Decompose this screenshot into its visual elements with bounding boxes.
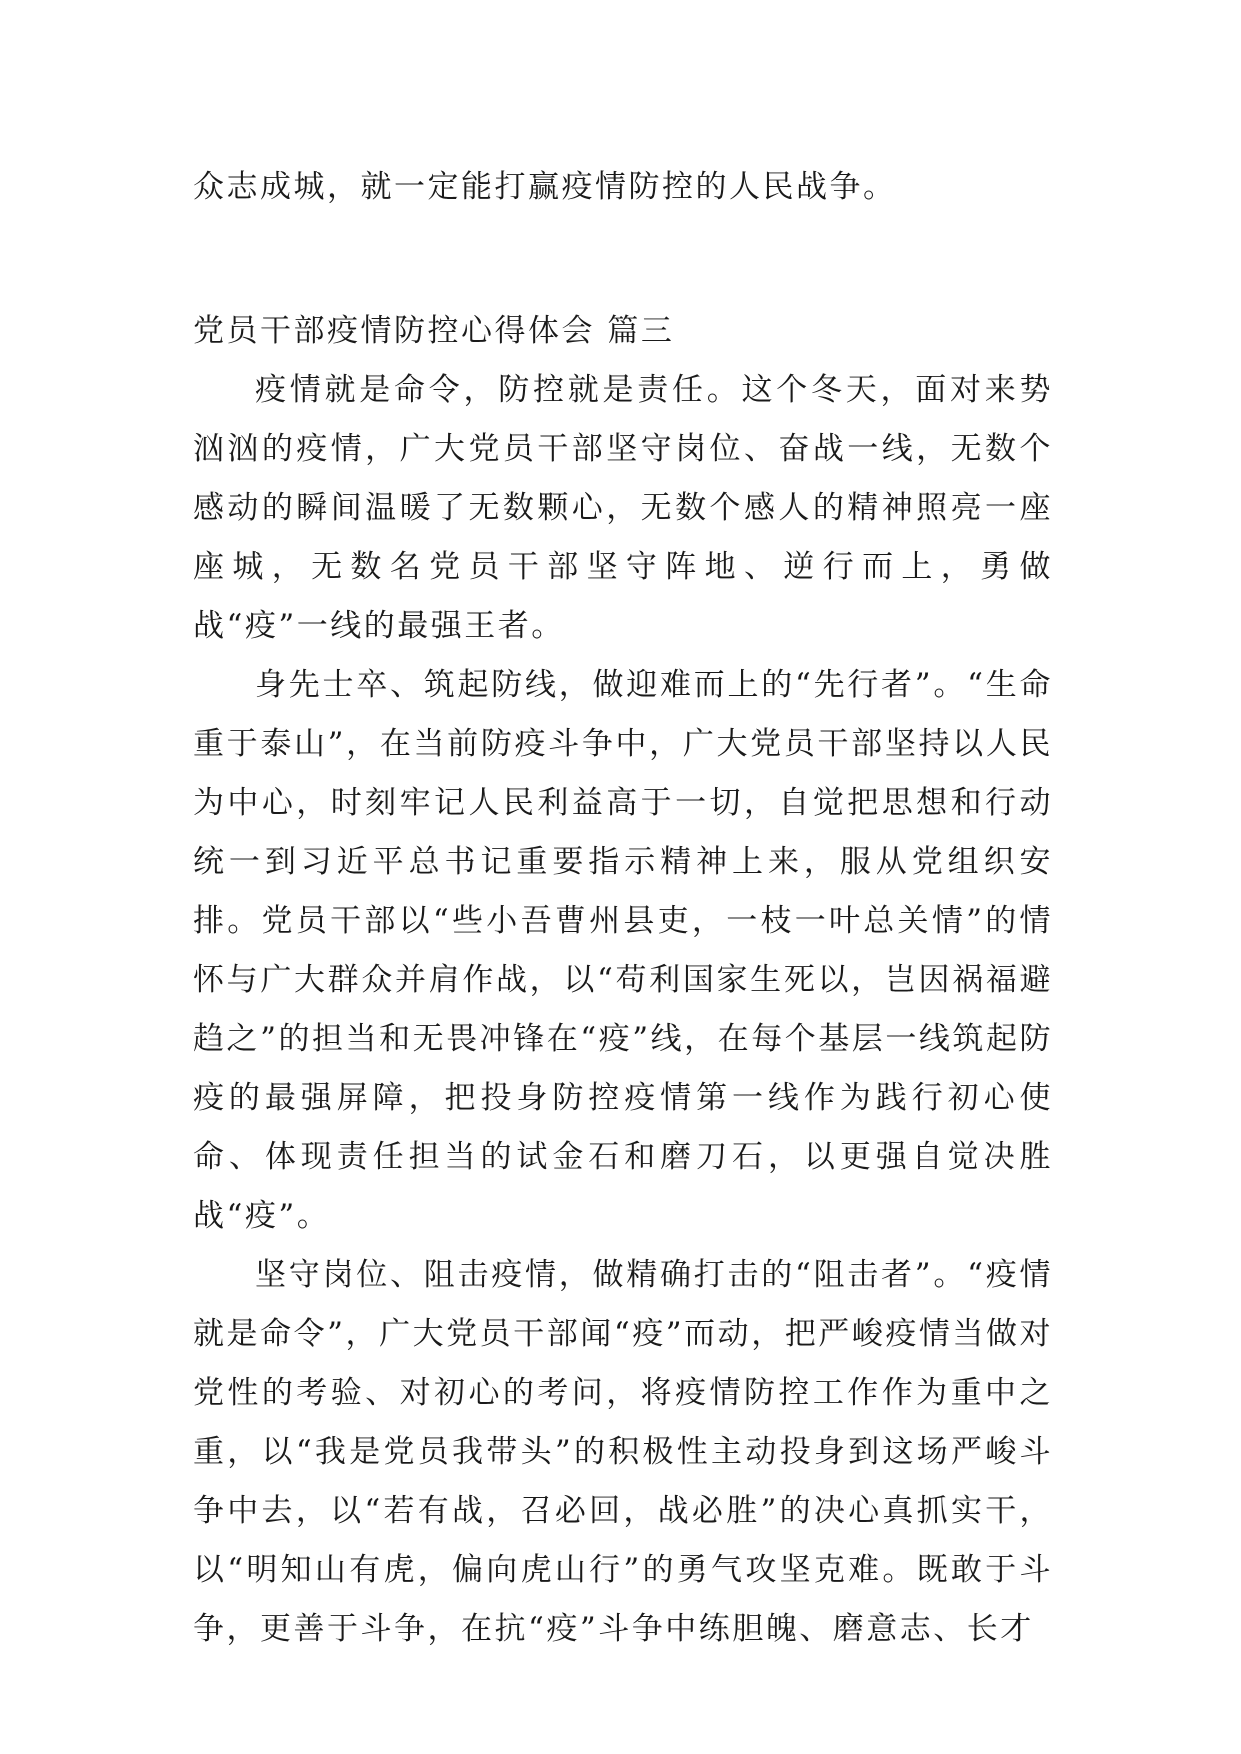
paragraph-3: 坚守岗位、阻击疫情，做精确打击的“阻击者”。“疫情就是命令”，广大党员干部闻“疫”而动，把严峻疫情当做对党性的考验、对初心的考问，将疫情防控工作作为重中之重，以“我是党员我带头”的积极性主动投身到这场严峻斗争中去，以“若有战，召必回，战必胜”的决心真抓实干，以“明知山有虎，偏向虎山行”的勇气攻坚克难。既敢于斗争，更善于斗争，在抗“疫”斗争中练胆魄、磨意志、长才 (193, 1257, 1053, 1647)
paragraph-2: 身先士卒、筑起防线，做迎难而上的“先行者”。“生命重于泰山”，在当前防疫斗争中，广大党员干部坚持以人民为中心，时刻牢记人民利益高于一切，自觉把思想和行动统一到习近平总书记重要指示精神上来，服从党组织安排。党员干部以“些小吾曹州县吏，一枝一叶总关情”的情怀与广大群众并肩作战，以“苟利国家生死以，岂因祸福避趋之”的担当和无畏冲锋在“疫”线，在每个基层一线筑起防疫的最强屏障，把投身防控疫情第一线作为践行初心使命、体现责任担当的试金石和磨刀石，以更强自觉决胜战“疫”。 (193, 667, 1053, 1234)
paragraph-1: 疫情就是命令，防控就是责任。这个冬天，面对来势汹汹的疫情，广大党员干部坚守岗位、奋战一线，无数个感动的瞬间温暖了无数颗心，无数个感人的精神照亮一座座城，无数名党员干部坚守阵地、逆行而上，勇做战“疫”一线的最强王者。 (193, 372, 1053, 644)
document-body (193, 158, 1053, 1659)
section-title: 党员干部疫情防控心得体会 篇三 (193, 313, 675, 349)
continuation-line: 众志成城，就一定能打赢疫情防控的人民战争。 (193, 169, 897, 205)
